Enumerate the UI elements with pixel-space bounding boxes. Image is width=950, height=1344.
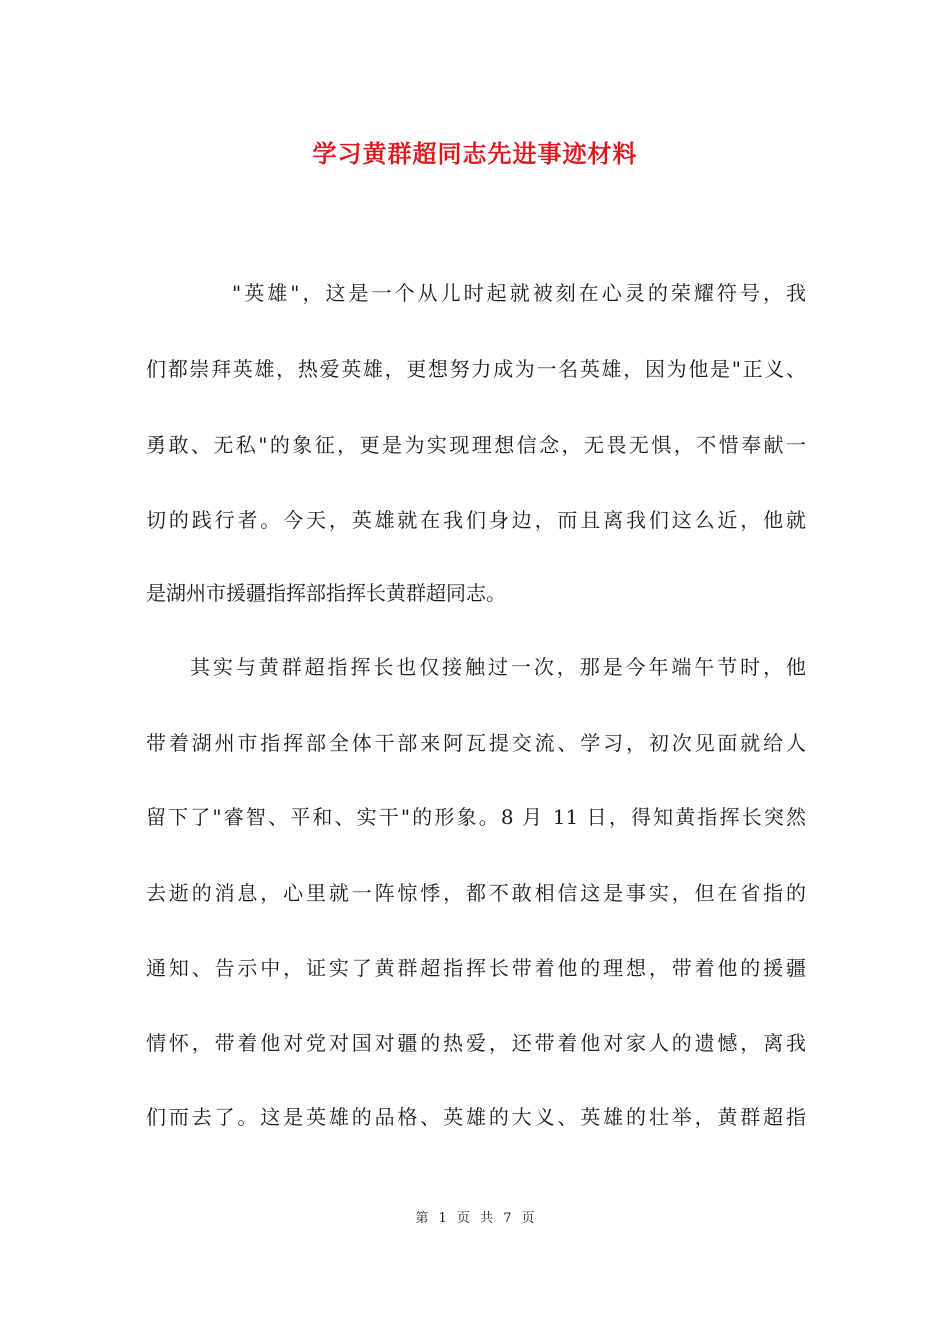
- paragraph-line: 去逝的消息，心里就一阵惊悸，都不敢相信这是事实，但在省指的: [146, 881, 806, 905]
- document-title: 学习黄群超同志先进事迹材料: [312, 139, 638, 168]
- paragraph-line: "英雄"，这是一个从儿时起就被刻在心灵的荣耀符号，我: [232, 281, 806, 305]
- paragraph-line: 通知、告示中，证实了黄群超指挥长带着他的理想，带着他的援疆: [146, 956, 806, 980]
- paragraph-line: 情怀，带着他对党对国对疆的热爱，还带着他对家人的遗憾，离我: [146, 1031, 806, 1055]
- paragraph-line: 勇敢、无私"的象征，更是为实现理想信念，无畏无惧，不惜奉献一: [146, 433, 806, 457]
- paragraph-line: 其实与黄群超指挥长也仅接触过一次，那是今年端午节时，他: [190, 655, 806, 679]
- paragraph-line: 们都崇拜英雄，热爱英雄，更想努力成为一名英雄，因为他是"正义、: [146, 357, 806, 381]
- page-number-footer: 第 1 页 共 7 页: [415, 1211, 535, 1226]
- paragraph-line: 们而去了。这是英雄的品格、英雄的大义、英雄的壮举，黄群超指: [146, 1105, 806, 1129]
- paragraph-line: 带着湖州市指挥部全体干部来阿瓦提交流、学习，初次见面就给人: [146, 731, 806, 755]
- paragraph-line: 是湖州市援疆指挥部指挥长黄群超同志。: [146, 581, 506, 605]
- paragraph-line: 切的践行者。今天，英雄就在我们身边，而且离我们这么近，他就: [146, 508, 806, 532]
- paragraph-line: 留下了"睿智、平和、实干"的形象。8 月 11 日，得知黄指挥长突然: [146, 805, 806, 829]
